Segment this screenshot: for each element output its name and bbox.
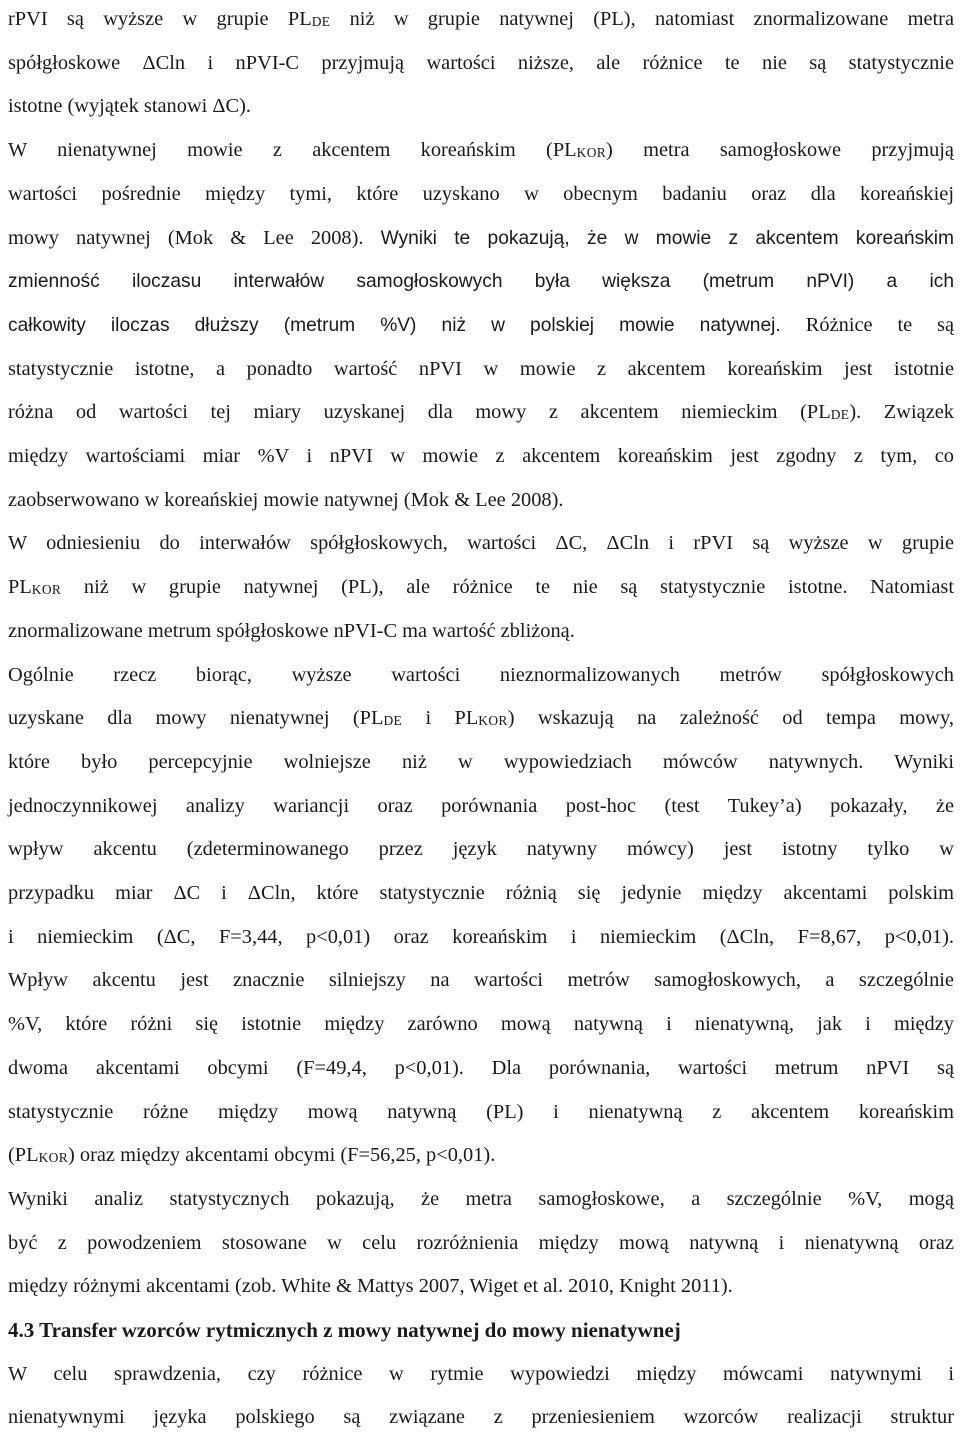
text-line — [8, 177, 954, 211]
text-line — [8, 701, 954, 735]
text-segment: być z powodzeniem stosowane w celu rozróżnienia między mową natywną i nienatywną oraz — [8, 1231, 954, 1254]
text-line — [8, 308, 954, 342]
text-segment: Różnice te są — [805, 313, 954, 336]
text-line — [8, 1051, 954, 1085]
text-line — [8, 46, 954, 80]
text-line — [8, 920, 954, 954]
text-segment: ) metra samogłoskowe przyjmują — [606, 139, 954, 162]
text-segment: między wartościami miar %V i nPVI w mowie z akcentem koreańskim jest zgodny z tym, co — [8, 445, 954, 467]
text-line — [8, 1182, 954, 1216]
text-line — [8, 1357, 954, 1391]
text-line — [8, 89, 954, 123]
text-segment: przypadku miar ΔC i ΔCln, które statystycznie różnią się jedynie między akcentami polskim — [8, 882, 954, 904]
text-line — [8, 1007, 954, 1041]
subscript-text: DE — [311, 14, 331, 29]
text-segment: Ogólnie rzecz biorąc, wyższe wartości nieznormalizowanych metrów spółgłoskowych — [8, 663, 954, 686]
text-segment: ) oraz między akcentami obcymi (F=56,25, p<0,01). — [68, 1144, 496, 1167]
subscript-text: KOR — [38, 1150, 68, 1166]
text-segment: (PL — [8, 1144, 39, 1167]
text-segment: W odniesieniu do interwałów spółgłoskowych, wartości ΔC, ΔCln i rPVI są wyższe w grupie — [8, 532, 954, 555]
text-segment: zmienność iloczasu interwałów samogłoskowych była większa (metrum nPVI) a ich — [8, 271, 954, 293]
text-line — [8, 658, 954, 692]
text-line — [8, 876, 954, 910]
text-line — [8, 352, 954, 386]
text-segment: między różnymi akcentami (zob. White & Mattys 2007, Wiget et al. 2010, Knight 2011). — [8, 1275, 733, 1298]
text-segment: ). Związek — [849, 401, 954, 424]
text-line — [8, 526, 954, 560]
text-segment: jednoczynnikowej analizy wariancji oraz porównania post-hoc (test Tukey’a) pokazały, że — [8, 794, 954, 817]
text-segment: i niemieckim (ΔC, F=3,44, p<0,01) oraz koreańskim i niemieckim (ΔCln, F=8,67, p<0,01). — [8, 925, 954, 948]
text-line — [8, 133, 954, 167]
text-line — [8, 221, 954, 255]
text-line — [8, 789, 954, 823]
text-line — [8, 832, 954, 866]
text-segment: wartości pośrednie między tymi, które uzyskano w obecnym badaniu oraz dla koreańskiej — [8, 182, 954, 205]
section-heading — [8, 1313, 954, 1347]
text-segment: nienatywnymi języka polskiego są związane z przeniesieniem wzorców realizacji struktur — [8, 1406, 954, 1429]
text-line — [8, 483, 954, 517]
subscript-text: KOR — [31, 582, 62, 598]
text-line — [8, 570, 954, 604]
text-segment: i PL — [402, 707, 479, 730]
text-segment: mowy natywnej (Mok & Lee 2008). — [8, 226, 381, 249]
text-line — [8, 1138, 954, 1172]
text-line — [8, 1400, 954, 1434]
text-segment: ) wskazują na zależność od tempa mowy, — [507, 707, 954, 730]
text-line — [8, 264, 954, 298]
text-segment: Wyniki te pokazują, że w mowie z akcentem koreańskim — [380, 227, 955, 249]
text-segment: różna od wartości tej miary uzyskanej dla mowy z akcentem niemieckim (PL — [8, 401, 831, 424]
text-segment: wpływ akcentu (zdeterminowanego przez język natywny mówcy) jest istotny tylko w — [8, 838, 954, 861]
text-segment: uzyskane dla mowy nienatywnej (PL — [8, 707, 384, 730]
text-line — [8, 1226, 954, 1260]
text-segment: zaobserwowano w koreańskiej mowie natywnej (Mok & Lee 2008). — [8, 488, 564, 511]
subscript-text: KOR — [576, 145, 607, 161]
text-segment: rPVI są wyższe w grupie PL — [8, 8, 312, 30]
text-segment: W nienatywnej mowie z akcentem koreańskim (PL — [8, 139, 577, 162]
subscript-text: DE — [830, 407, 850, 423]
text-segment: statystycznie istotne, a ponadto wartość nPVI w mowie z akcentem koreańskim jest istotnie — [8, 357, 954, 380]
text-line — [8, 614, 954, 648]
text-segment: spółgłoskowe ΔCln i nPVI-C przyjmują wartości niższe, ale różnice te nie są statystycznie — [8, 51, 954, 74]
text-segment: niż w grupie natywnej (PL), natomiast znormalizowane metra — [330, 8, 954, 30]
text-line — [8, 1095, 954, 1129]
text-segment: dwoma akcentami obcymi (F=49,4, p<0,01). Dla porównania, wartości metrum nPVI są — [8, 1056, 954, 1079]
text-segment: Wpływ akcentu jest znacznie silniejszy na wartości metrów samogłoskowych, a szczególnie — [8, 969, 954, 992]
text-segment: statystycznie różne między mową natywną (PL) i nienatywną z akcentem koreańskim — [8, 1100, 954, 1123]
text-segment: Wyniki analiz statystycznych pokazują, że metra samogłoskowe, a szczególnie %V, mogą — [8, 1187, 954, 1210]
text-segment: całkowity iloczas dłuższy (metrum %V) niż w polskiej mowie natywnej. — [8, 314, 806, 336]
text-segment: 4.3 Transfer wzorców rytmicznych z mowy natywnej do mowy nienatywnej — [8, 1318, 681, 1342]
text-line — [8, 395, 954, 429]
text-line — [8, 745, 954, 779]
text-line — [8, 963, 954, 997]
text-segment: W celu sprawdzenia, czy różnice w rytmie wypowiedzi między mówcami natywnymi i — [8, 1362, 954, 1385]
text-segment: PL — [8, 576, 32, 599]
text-segment: znormalizowane metrum spółgłoskowe nPVI-C ma wartość zbliżoną. — [8, 619, 575, 642]
text-segment: istotne (wyjątek stanowi ΔC). — [8, 95, 252, 118]
text-line — [8, 1269, 954, 1303]
text-segment: %V, które różni się istotnie między zarówno mową natywną i nienatywną, jak i między — [8, 1013, 954, 1036]
text-line — [8, 439, 954, 473]
subscript-text: KOR — [478, 713, 508, 729]
text-segment: niż w grupie natywnej (PL), ale różnice te nie są statystycznie istotne. Natomiast — [61, 576, 954, 599]
subscript-text: DE — [383, 713, 403, 729]
text-segment: które było percepcyjnie wolniejsze niż w wypowiedziach mówców natywnych. Wyniki — [8, 750, 954, 773]
text-line — [8, 2, 954, 36]
